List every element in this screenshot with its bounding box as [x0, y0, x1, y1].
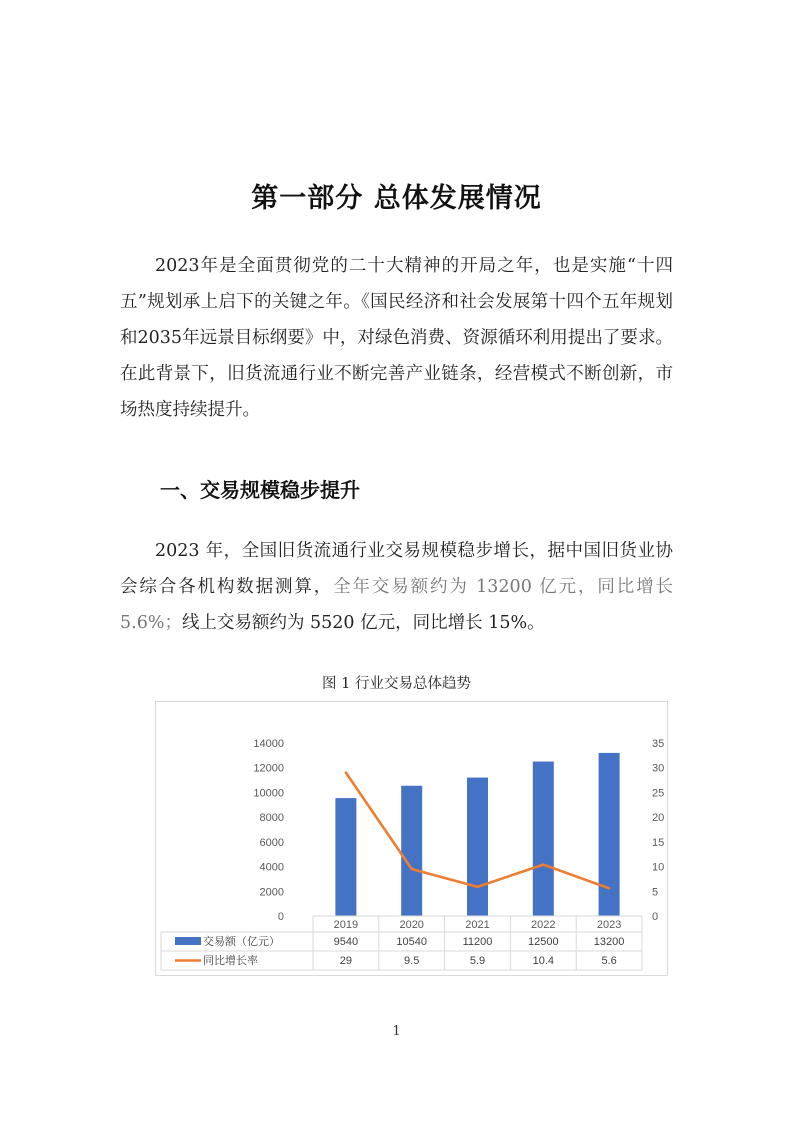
intro-paragraph-text: 2023年是全面贯彻党的二十大精神的开局之年，也是实施“十四五”规划承上启下的关键之年。《国民经济和社会发展第十四个五年规划和2035年远景目标纲要》中，对绿色消费、资源循环利用提出了要求。在此背景下，旧货流通行业不断完善产业链条，经营模式不断创新，市场热度持续提升。: [120, 256, 673, 420]
x-tick-2021: 2021: [465, 919, 490, 931]
bar-2019: [335, 798, 356, 916]
y-left-tick-4: 8000: [259, 812, 284, 825]
bar-2022: [533, 762, 554, 916]
section-heading: 一、交易规模稳步提升: [160, 478, 360, 502]
legend-key-bar: [175, 937, 201, 945]
table-value-amount-2022: 12500: [528, 936, 559, 948]
table-value-amount-2020: 10540: [396, 936, 427, 948]
chart-svg: [156, 702, 667, 975]
y-left-tick-3: 6000: [259, 836, 284, 849]
y-left-tick-2: 4000: [259, 861, 284, 874]
table-value-amount-2021: 11200: [462, 936, 493, 948]
y-right-tick-5: 25: [652, 787, 665, 800]
x-tick-2022: 2022: [531, 919, 556, 931]
bar-2020: [401, 786, 422, 916]
x-tick-2019: 2019: [333, 919, 359, 931]
y-right-tick-3: 15: [652, 836, 665, 849]
table-value-growth-2019: 29: [339, 955, 353, 967]
table-value-amount-2019: 9540: [333, 936, 359, 948]
x-tick-2023: 2023: [596, 919, 622, 931]
page-title: 第一部分 总体发展情况: [251, 183, 542, 214]
section-paragraph-part3: 线上交易额约为 5520 亿元，同比增长 15%。: [181, 613, 545, 633]
legend-label-line: 同比增长率: [203, 955, 258, 967]
chart: [155, 701, 668, 976]
table-value-growth-2021: 5.9: [469, 955, 486, 967]
page-number: 1: [392, 1024, 401, 1039]
section-paragraph: [120, 533, 673, 641]
bar-2023: [599, 753, 620, 916]
y-left-tick-5: 10000: [253, 787, 284, 800]
section-paragraph-part2: 全年交易额约为 13200 亿元，同比增长 5.6%；: [120, 577, 674, 633]
table-value-growth-2023: 5.6: [601, 955, 617, 967]
legend-label-bar: 交易额（亿元）: [203, 936, 280, 948]
y-right-tick-0: 0: [652, 911, 659, 923]
figure-caption: 图 1 行业交易总体趋势: [322, 676, 471, 692]
table-value-growth-2022: 10.4: [532, 955, 555, 967]
x-tick-2020: 2020: [399, 919, 424, 931]
y-right-tick-2: 10: [652, 861, 665, 874]
y-right-tick-6: 30: [652, 762, 665, 775]
y-left-tick-0: 0: [277, 911, 284, 923]
table-value-growth-2020: 9.5: [404, 955, 420, 967]
y-left-tick-1: 2000: [259, 886, 284, 899]
y-left-tick-6: 12000: [253, 762, 284, 775]
y-right-tick-1: 5: [652, 886, 659, 899]
intro-paragraph: [120, 248, 673, 428]
y-right-tick-4: 20: [652, 812, 665, 825]
section-paragraph-part1: 2023 年，全国旧货流通行业交易规模稳步增长，据中国旧货业协会综合各机构数据测算，: [120, 541, 673, 597]
y-right-tick-7: 35: [652, 738, 665, 750]
y-left-tick-7: 14000: [253, 738, 284, 750]
bar-2021: [467, 778, 488, 916]
table-value-amount-2023: 13200: [593, 936, 625, 948]
